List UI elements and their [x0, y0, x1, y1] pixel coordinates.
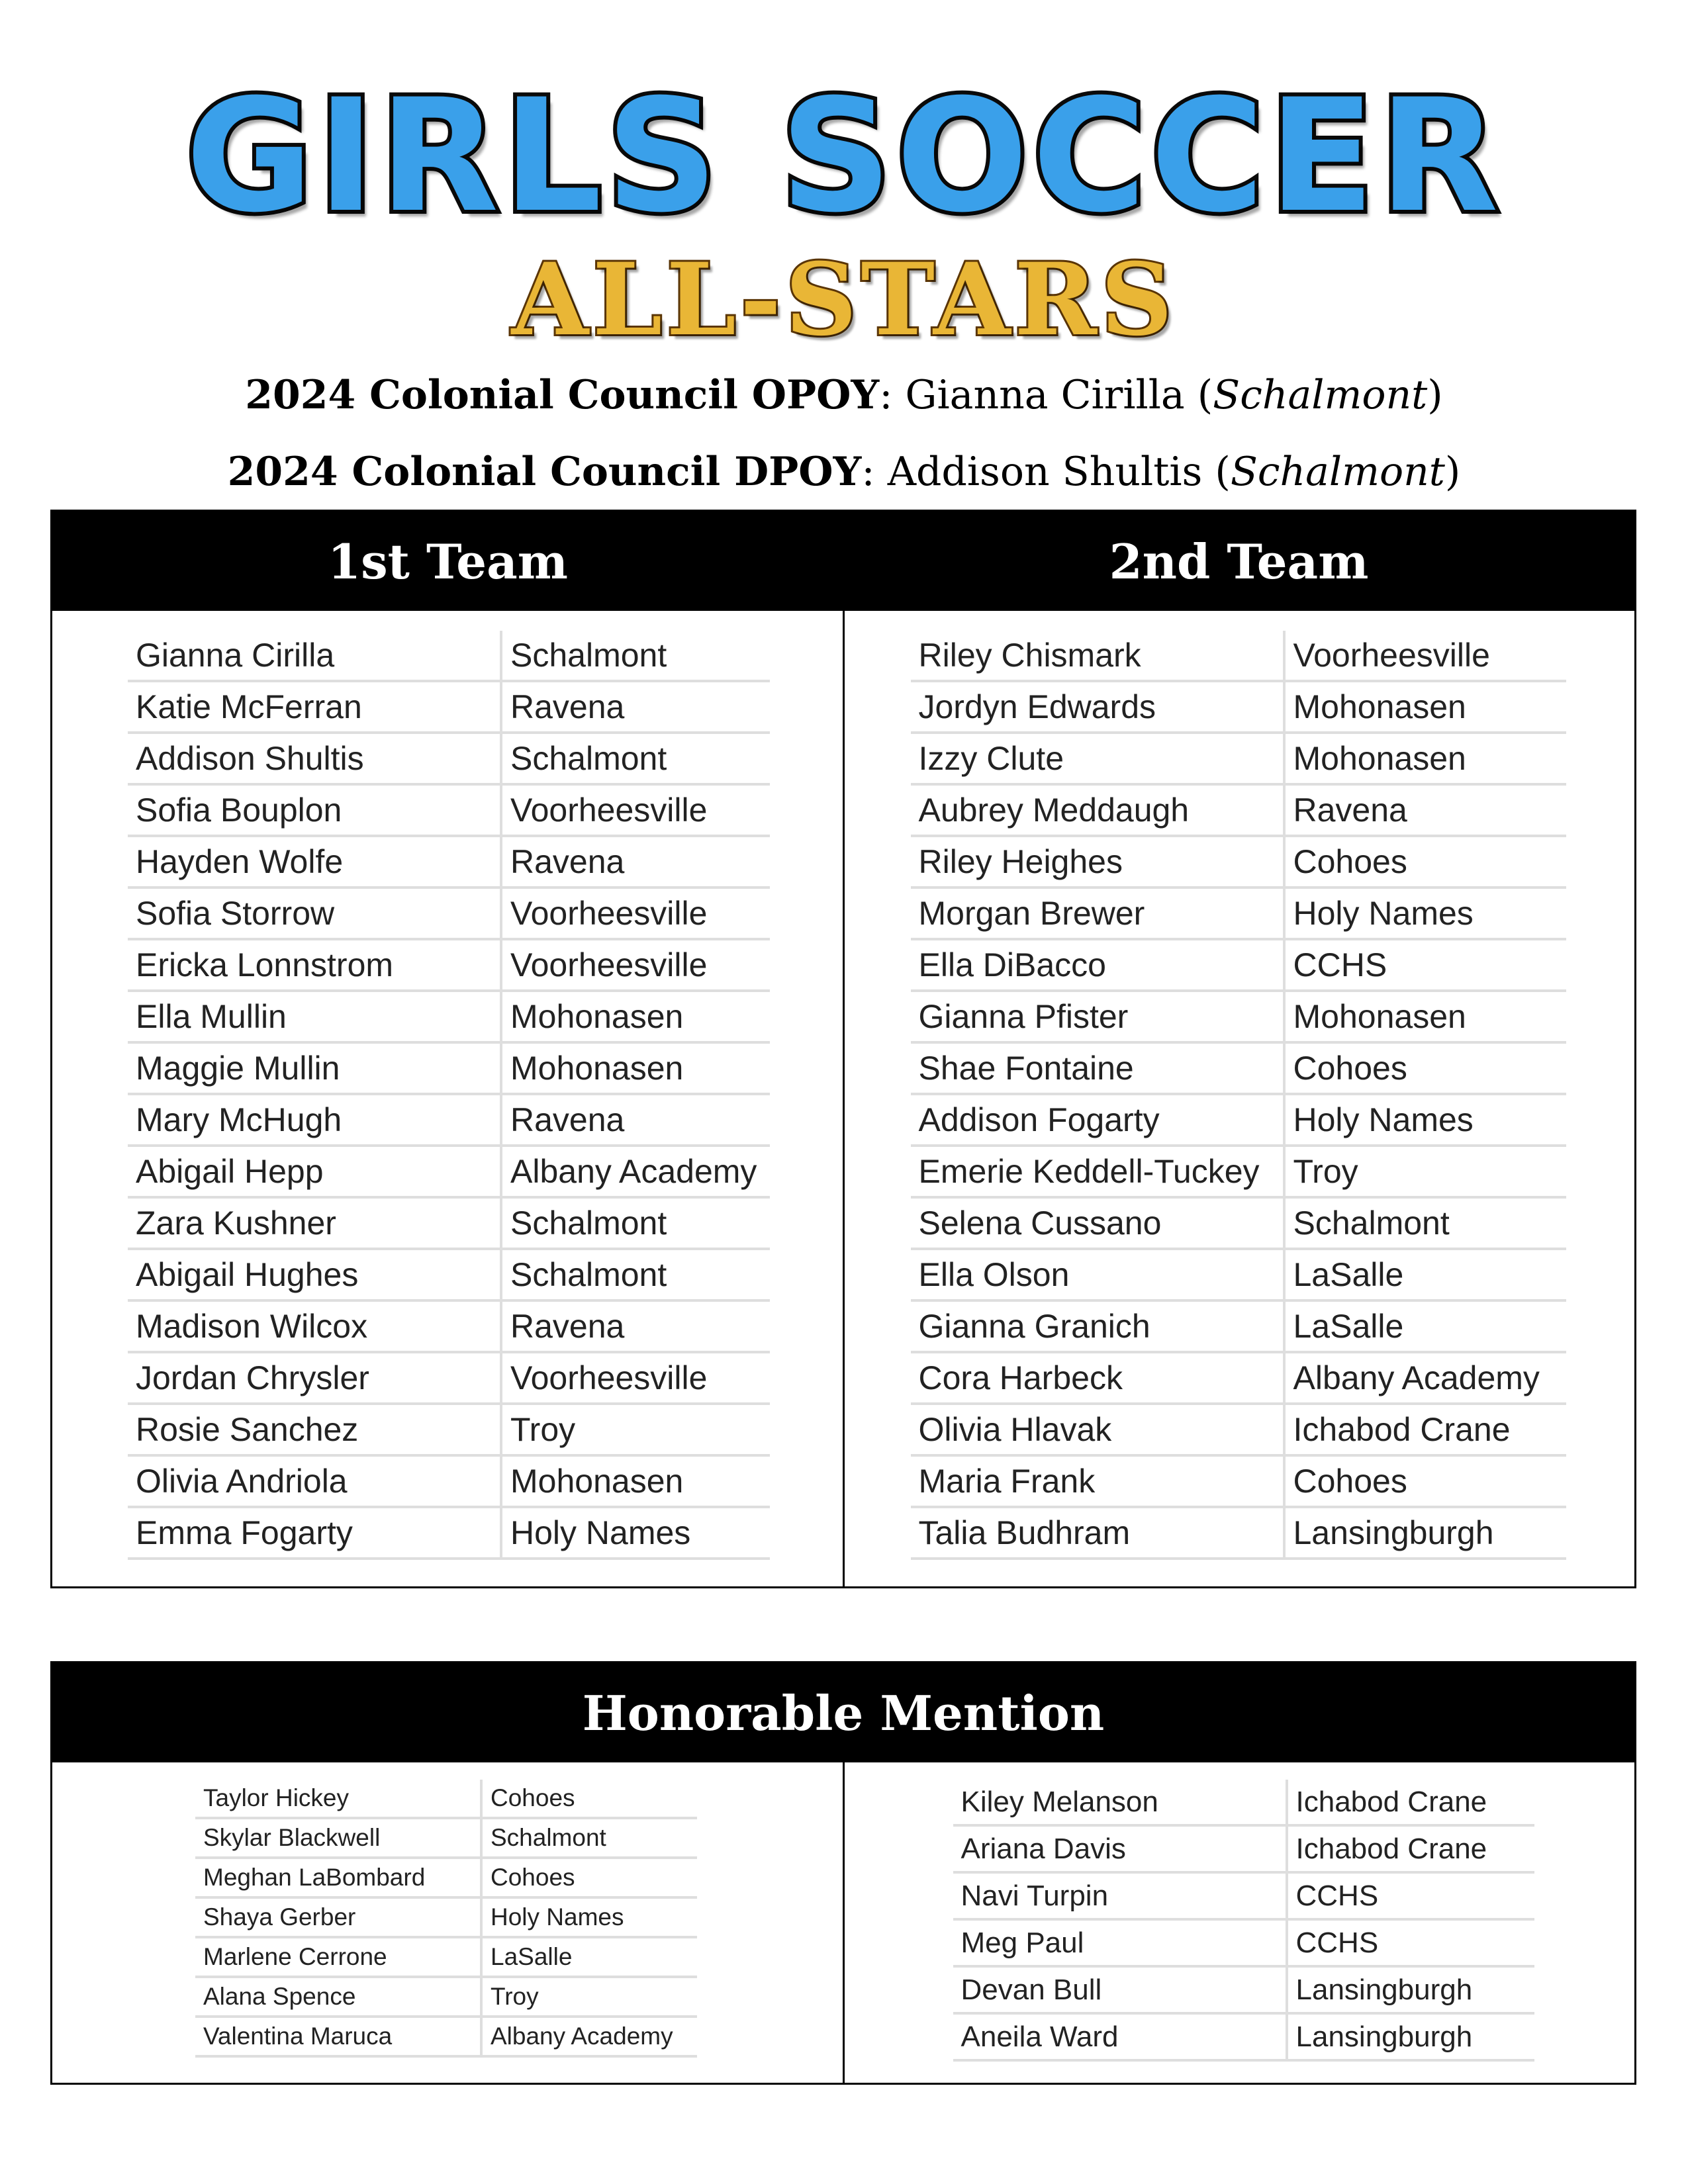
school-cell: Albany Academy — [501, 1146, 770, 1197]
player-name-cell: Selena Cussano — [911, 1197, 1284, 1249]
second-team-column — [843, 611, 1635, 1586]
player-name-cell: Navi Turpin — [953, 1872, 1287, 1919]
table-row — [195, 1780, 697, 1818]
player-name-cell: Alana Spence — [195, 1977, 481, 2017]
table-row — [911, 1404, 1566, 1455]
player-name-cell: Abigail Hepp — [128, 1146, 501, 1197]
honorable-mention-left-column — [52, 1762, 843, 2083]
player-name-cell: Jordan Chrysler — [128, 1352, 501, 1404]
school-cell: Ravena — [501, 836, 770, 887]
school-cell: Voorheesville — [501, 1352, 770, 1404]
table-row — [911, 1197, 1566, 1249]
all-star-teams-box — [50, 510, 1636, 1588]
player-name-cell: Madison Wilcox — [128, 1300, 501, 1352]
table-row — [911, 1507, 1566, 1559]
teams-body — [52, 611, 1634, 1586]
player-name-cell: Maria Frank — [911, 1455, 1284, 1507]
school-cell: Holy Names — [1284, 1094, 1566, 1146]
table-row — [128, 681, 770, 733]
school-cell: Mohonasen — [1284, 733, 1566, 784]
school-cell: Cohoes — [1284, 1455, 1566, 1507]
table-row — [128, 1352, 770, 1404]
table-row — [128, 991, 770, 1042]
school-cell: Cohoes — [1284, 836, 1566, 887]
table-row — [128, 1300, 770, 1352]
first-team-column — [52, 611, 843, 1586]
school-cell: Ravena — [501, 681, 770, 733]
honorable-mention-box — [50, 1661, 1636, 2085]
player-name-cell: Maggie Mullin — [128, 1042, 501, 1094]
school-cell: Schalmont — [501, 631, 770, 681]
table-row — [195, 1818, 697, 1858]
player-name-cell: Riley Heighes — [911, 836, 1284, 887]
second-team-table — [911, 631, 1566, 1560]
table-row — [911, 1352, 1566, 1404]
school-cell: Mohonasen — [1284, 681, 1566, 733]
school-cell: Mohonasen — [1284, 991, 1566, 1042]
player-name-cell: Gianna Pfister — [911, 991, 1284, 1042]
school-cell: Holy Names — [481, 1897, 697, 1937]
school-cell: Ravena — [501, 1300, 770, 1352]
player-name-cell: Emerie Keddell-Tuckey — [911, 1146, 1284, 1197]
honorable-mention-right-table — [953, 1780, 1534, 2062]
table-row — [195, 2017, 697, 2056]
school-cell: LaSalle — [481, 1937, 697, 1977]
player-name-cell: Aneila Ward — [953, 2013, 1287, 2060]
player-name-cell: Riley Chismark — [911, 631, 1284, 681]
school-cell: Ichabod Crane — [1287, 1780, 1534, 1825]
school-cell: Holy Names — [501, 1507, 770, 1559]
table-row — [195, 1977, 697, 2017]
table-row — [128, 1146, 770, 1197]
school-cell: Ravena — [501, 1094, 770, 1146]
player-name-cell: Cora Harbeck — [911, 1352, 1284, 1404]
school-cell: Mohonasen — [501, 991, 770, 1042]
school-cell: Ichabod Crane — [1287, 1825, 1534, 1872]
dpoy-player: Addison Shultis — [887, 449, 1203, 495]
school-cell: Schalmont — [501, 1197, 770, 1249]
player-name-cell: Morgan Brewer — [911, 887, 1284, 939]
school-cell: Voorheesville — [501, 887, 770, 939]
player-name-cell: Shae Fontaine — [911, 1042, 1284, 1094]
school-cell: Schalmont — [501, 733, 770, 784]
school-cell: Ichabod Crane — [1284, 1404, 1566, 1455]
honorable-mention-body — [52, 1762, 1634, 2083]
honorable-mention-heading: Honorable Mention — [582, 1684, 1105, 1741]
table-row — [953, 1872, 1534, 1919]
girls-soccer-title: GIRLS SOCCER — [185, 66, 1503, 247]
player-name-cell: Addison Shultis — [128, 733, 501, 784]
table-row — [128, 939, 770, 991]
first-team-table — [128, 631, 770, 1560]
player-name-cell: Talia Budhram — [911, 1507, 1284, 1559]
school-cell: Albany Academy — [1284, 1352, 1566, 1404]
school-cell: Troy — [481, 1977, 697, 2017]
table-row — [911, 1042, 1566, 1094]
table-row — [953, 1825, 1534, 1872]
school-cell: Troy — [1284, 1146, 1566, 1197]
school-cell: Cohoes — [1284, 1042, 1566, 1094]
player-name-cell: Valentina Maruca — [195, 2017, 481, 2056]
opoy-player: Gianna Cirilla — [905, 372, 1185, 418]
school-cell: Mohonasen — [501, 1455, 770, 1507]
player-name-cell: Zara Kushner — [128, 1197, 501, 1249]
school-cell: LaSalle — [1284, 1300, 1566, 1352]
school-cell: Cohoes — [481, 1780, 697, 1818]
table-row — [911, 1300, 1566, 1352]
opoy-award-line: 2024 Colonial Council OPOY: Gianna Cirilla (Schalmont) — [245, 372, 1443, 418]
table-row — [911, 1094, 1566, 1146]
player-name-cell: Mary McHugh — [128, 1094, 501, 1146]
school-cell: Schalmont — [481, 1818, 697, 1858]
second-team-heading: 2nd Team — [1109, 533, 1369, 590]
player-name-cell: Addison Fogarty — [911, 1094, 1284, 1146]
player-name-cell: Ariana Davis — [953, 1825, 1287, 1872]
dpoy-school: Schalmont — [1230, 449, 1445, 495]
player-name-cell: Sofia Storrow — [128, 887, 501, 939]
player-name-cell: Hayden Wolfe — [128, 836, 501, 887]
player-name-cell: Kiley Melanson — [953, 1780, 1287, 1825]
school-cell: Voorheesville — [501, 939, 770, 991]
table-row — [911, 733, 1566, 784]
player-name-cell: Gianna Cirilla — [128, 631, 501, 681]
table-row — [911, 784, 1566, 836]
school-cell: CCHS — [1287, 1872, 1534, 1919]
table-row — [953, 2013, 1534, 2060]
school-cell: Cohoes — [481, 1858, 697, 1897]
player-name-cell: Izzy Clute — [911, 733, 1284, 784]
player-name-cell: Ella DiBacco — [911, 939, 1284, 991]
table-row — [911, 1146, 1566, 1197]
player-name-cell: Gianna Granich — [911, 1300, 1284, 1352]
table-row — [911, 681, 1566, 733]
player-name-cell: Devan Bull — [953, 1966, 1287, 2013]
player-name-cell: Skylar Blackwell — [195, 1818, 481, 1858]
table-row — [911, 1249, 1566, 1300]
table-row — [195, 1858, 697, 1897]
table-row — [128, 1455, 770, 1507]
table-row — [128, 784, 770, 836]
honorable-mention-right-column — [843, 1762, 1635, 2083]
school-cell: LaSalle — [1284, 1249, 1566, 1300]
table-row — [128, 1042, 770, 1094]
player-name-cell: Shaya Gerber — [195, 1897, 481, 1937]
player-name-cell: Sofia Bouplon — [128, 784, 501, 836]
player-name-cell: Marlene Cerrone — [195, 1937, 481, 1977]
table-row — [911, 836, 1566, 887]
table-row — [195, 1937, 697, 1977]
school-cell: CCHS — [1284, 939, 1566, 991]
player-name-cell: Ella Mullin — [128, 991, 501, 1042]
player-name-cell: Katie McFerran — [128, 681, 501, 733]
opoy-label: 2024 Colonial Council OPOY — [245, 372, 880, 418]
player-name-cell: Olivia Hlavak — [911, 1404, 1284, 1455]
table-row — [953, 1780, 1534, 1825]
school-cell: Lansingburgh — [1287, 2013, 1534, 2060]
school-cell: Schalmont — [501, 1249, 770, 1300]
table-row — [953, 1966, 1534, 2013]
player-name-cell: Meg Paul — [953, 1919, 1287, 1966]
all-stars-subtitle: ALL-STARS — [511, 242, 1177, 358]
player-name-cell: Meghan LaBombard — [195, 1858, 481, 1897]
table-row — [195, 1897, 697, 1937]
first-team-heading: 1st Team — [328, 533, 568, 590]
table-row — [128, 887, 770, 939]
player-name-cell: Ericka Lonnstrom — [128, 939, 501, 991]
table-row — [128, 1404, 770, 1455]
table-row — [911, 1455, 1566, 1507]
table-row — [911, 631, 1566, 681]
school-cell: Schalmont — [1284, 1197, 1566, 1249]
school-cell: Ravena — [1284, 784, 1566, 836]
table-row — [911, 887, 1566, 939]
opoy-school: Schalmont — [1213, 372, 1428, 418]
player-name-cell: Olivia Andriola — [128, 1455, 501, 1507]
player-name-cell: Aubrey Meddaugh — [911, 784, 1284, 836]
honorable-mention-left-table — [195, 1780, 697, 2058]
table-row — [128, 631, 770, 681]
school-cell: Mohonasen — [501, 1042, 770, 1094]
player-name-cell: Emma Fogarty — [128, 1507, 501, 1559]
honorable-mention-header — [52, 1663, 1634, 1762]
table-row — [128, 1197, 770, 1249]
player-name-cell: Jordyn Edwards — [911, 681, 1284, 733]
table-row — [128, 1094, 770, 1146]
player-name-cell: Ella Olson — [911, 1249, 1284, 1300]
school-cell: Lansingburgh — [1284, 1507, 1566, 1559]
dpoy-label: 2024 Colonial Council DPOY — [227, 449, 862, 495]
table-row — [911, 939, 1566, 991]
table-row — [953, 1919, 1534, 1966]
table-row — [128, 836, 770, 887]
school-cell: Lansingburgh — [1287, 1966, 1534, 2013]
table-row — [128, 1249, 770, 1300]
school-cell: Voorheesville — [1284, 631, 1566, 681]
school-cell: Troy — [501, 1404, 770, 1455]
table-row — [128, 733, 770, 784]
table-row — [128, 1507, 770, 1559]
school-cell: Albany Academy — [481, 2017, 697, 2056]
player-name-cell: Rosie Sanchez — [128, 1404, 501, 1455]
dpoy-award-line: 2024 Colonial Council DPOY: Addison Shultis (Schalmont) — [227, 449, 1461, 495]
player-name-cell: Abigail Hughes — [128, 1249, 501, 1300]
school-cell: CCHS — [1287, 1919, 1534, 1966]
teams-header — [52, 512, 1634, 611]
school-cell: Holy Names — [1284, 887, 1566, 939]
table-row — [911, 991, 1566, 1042]
player-name-cell: Taylor Hickey — [195, 1780, 481, 1818]
school-cell: Voorheesville — [501, 784, 770, 836]
